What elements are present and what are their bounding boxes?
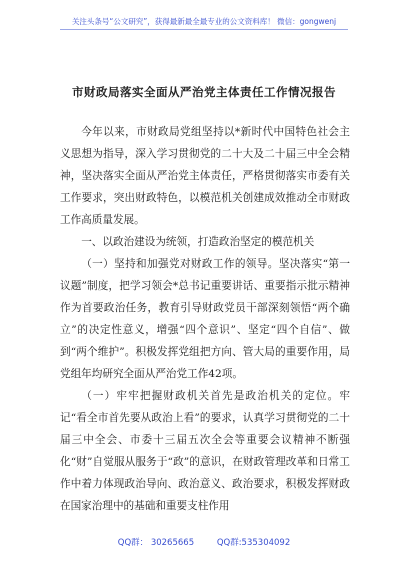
header-note: 关注头条号“公文研究”，获得最新最全最专业的公文资料库！ 微信：gongwenj bbox=[71, 17, 337, 26]
paragraph-intro: 今年以来，市财政局党组坚持以*新时代中国特色社会主义思想为指导，深入学习贯彻党的二十大及二十届三中全会精神，坚决落实全面从严治党主体责任，严格贯彻落实市委有关工作要求，突出财政特色，以模范机关创建成效推动全市财政工作高质量发展。 bbox=[60, 126, 350, 226]
section-heading-1: 一、以政治建设为统领，打造政治坚定的模范机关 bbox=[81, 236, 315, 248]
paragraph-1: （一）坚持和加强党对财政工作的领导。坚决落实“第一议题”制度，把学习领会*总书记重要讲话、重要指示批示精神作为首要政治任务，教育引导财政党员干部深刻领悟“两个确立”的决定性意义，增强“四个意识”、坚定“四个自信”、做到“两个维护”。积极发挥党组把方向、管大局的重要作用，局党组年均研究全面从严治党工作42项。 bbox=[60, 258, 350, 380]
header-divider bbox=[60, 29, 348, 30]
footer-qq-2: QQ群:535304092 bbox=[216, 538, 291, 548]
document-body bbox=[60, 121, 350, 517]
document-title: 市财政局落实全面从严治党主体责任工作情况报告 bbox=[72, 85, 336, 99]
footer-qq-1: QQ群： 30265665 bbox=[117, 538, 195, 548]
paragraph-2: （一）牢牢把握财政机关首先是政治机关的定位。牢记“看全市首先要从政治上看”的要求，认真学习贯彻党的二十届三中全会、市委十三届五次全会等重要会议精神不断强化“财”自觉服从服务于“政”的意识，在财政管理改革和日常工作中着力体现政治导向、政治意义、政治要求，积极发挥财政在国家治理中的基础和重要支柱作用 bbox=[60, 390, 350, 512]
footer-contacts bbox=[0, 536, 408, 548]
